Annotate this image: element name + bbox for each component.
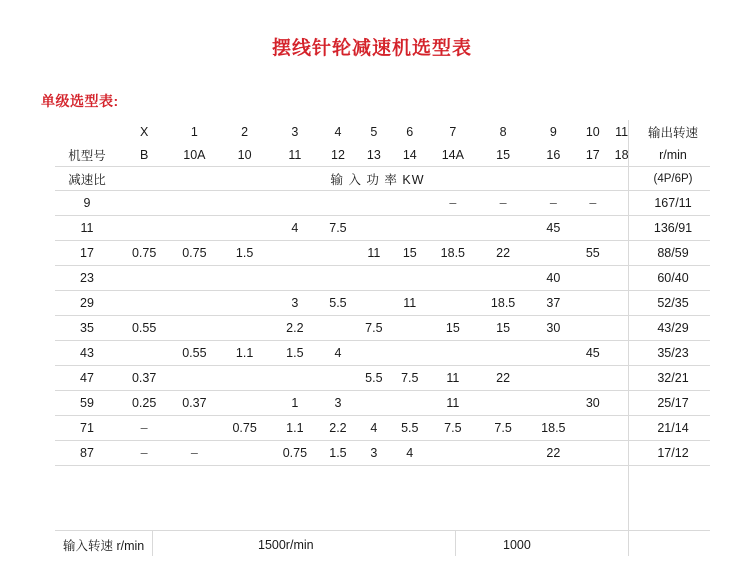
row-output: 25/17 xyxy=(657,396,689,410)
row-ratio: 87 xyxy=(80,446,94,460)
cell xyxy=(356,266,392,291)
cell xyxy=(392,391,428,416)
cell: 15 xyxy=(402,246,417,260)
cell xyxy=(607,366,636,391)
cell xyxy=(428,266,478,291)
cell xyxy=(169,291,219,316)
cell xyxy=(220,291,270,316)
row-ratio: 59 xyxy=(80,396,94,410)
table-row xyxy=(55,341,710,366)
cell: 30 xyxy=(585,396,600,410)
power-header: 输 入 功 率 KW xyxy=(119,167,636,191)
cell xyxy=(119,191,169,216)
header-cell-empty-1 xyxy=(55,120,119,143)
cell: 18.5 xyxy=(440,246,466,260)
row-ratio: 43 xyxy=(80,346,94,360)
model-x-col-7: 7 xyxy=(449,124,457,139)
output-header-line1: 输出转速 xyxy=(647,125,698,140)
model-b-col-9: 16 xyxy=(528,143,578,167)
cell xyxy=(356,391,392,416)
cell: 22 xyxy=(496,371,511,385)
cell xyxy=(320,316,356,341)
row-ratio: 9 xyxy=(83,196,91,210)
cell: 11 xyxy=(446,396,460,410)
cell: 5.5 xyxy=(365,371,383,385)
cell xyxy=(220,441,270,466)
cell xyxy=(220,266,270,291)
cell: – xyxy=(499,196,507,210)
cell: 1.1 xyxy=(235,346,254,360)
cell xyxy=(607,241,636,266)
table-row xyxy=(55,216,710,241)
cell: 30 xyxy=(546,321,561,335)
table-header-row-x xyxy=(55,120,710,143)
row-ratio: 17 xyxy=(80,246,94,260)
cell xyxy=(119,341,169,366)
cell xyxy=(607,191,636,216)
cell: – xyxy=(549,196,557,210)
table-header-row-b xyxy=(55,143,710,167)
cell xyxy=(320,366,356,391)
cell: 18.5 xyxy=(490,296,516,310)
cell: 4 xyxy=(291,221,299,235)
cell: 7.5 xyxy=(401,371,419,385)
cell xyxy=(578,316,607,341)
table-row xyxy=(55,241,710,266)
cell xyxy=(320,241,356,266)
row-output: 43/29 xyxy=(657,321,689,335)
table-row xyxy=(55,441,710,466)
cell xyxy=(428,441,478,466)
cell xyxy=(607,391,636,416)
cell: – xyxy=(140,421,148,435)
table-row xyxy=(55,316,710,341)
cell xyxy=(478,391,528,416)
model-x-col-6: 6 xyxy=(406,124,414,139)
cell: 7.5 xyxy=(494,421,512,435)
cell xyxy=(220,216,270,241)
model-b-col-11: 18 xyxy=(607,143,636,167)
grid-vline-output xyxy=(628,120,629,556)
row-output: 35/23 xyxy=(657,346,689,360)
cell xyxy=(220,191,270,216)
cell xyxy=(356,191,392,216)
cell: 5.5 xyxy=(401,421,419,435)
cell xyxy=(578,291,607,316)
cell xyxy=(169,266,219,291)
row-ratio: 71 xyxy=(80,421,94,435)
cell xyxy=(528,341,578,366)
model-x-col-4: 4 xyxy=(334,124,342,139)
row-output: 88/59 xyxy=(657,246,689,260)
cell: 45 xyxy=(585,346,600,360)
model-b-col-6: 14 xyxy=(392,143,428,167)
cell xyxy=(220,316,270,341)
cell: 45 xyxy=(546,221,561,235)
cell xyxy=(356,216,392,241)
cell xyxy=(119,291,169,316)
model-b-col-3: 11 xyxy=(270,143,320,167)
table-row xyxy=(55,391,710,416)
cell xyxy=(270,191,320,216)
cell xyxy=(528,366,578,391)
cell xyxy=(392,266,428,291)
cell xyxy=(169,316,219,341)
row-output: 17/12 xyxy=(657,446,689,460)
model-b-col-4: 12 xyxy=(320,143,356,167)
cell: 1.5 xyxy=(235,246,254,260)
model-b-col-1: 10A xyxy=(169,143,219,167)
cell: 1.1 xyxy=(286,421,304,435)
cell: 3 xyxy=(334,396,342,410)
cell xyxy=(356,341,392,366)
input-speed-label: 输入转速 r/min xyxy=(63,539,145,553)
cell xyxy=(428,341,478,366)
ratio-header: 减速比 xyxy=(55,167,119,191)
page-title: 摆线针轮减速机选型表 xyxy=(271,38,472,59)
selection-table xyxy=(55,120,710,466)
cell xyxy=(270,366,320,391)
cell xyxy=(119,266,169,291)
model-x-col-0: X xyxy=(139,124,149,139)
cell xyxy=(478,341,528,366)
model-x-col-3: 3 xyxy=(291,124,299,139)
cell: 40 xyxy=(546,271,561,285)
cell: 0.55 xyxy=(182,346,207,360)
cell xyxy=(607,266,636,291)
row-label-header: 机型号 xyxy=(55,143,119,167)
cell: 0.75 xyxy=(282,446,308,460)
cell xyxy=(220,391,270,416)
row-output: 32/21 xyxy=(657,371,689,385)
row-output: 136/91 xyxy=(653,221,693,235)
cell: 55 xyxy=(585,246,600,260)
cell: 4 xyxy=(406,446,414,460)
model-x-col-10: 10 xyxy=(585,124,600,139)
cell: 0.75 xyxy=(182,246,207,260)
cell: 4 xyxy=(370,421,378,435)
cell xyxy=(478,216,528,241)
cell xyxy=(392,341,428,366)
section-subtitle: 单级选型表: xyxy=(41,93,119,109)
cell: 4 xyxy=(334,346,342,360)
row-ratio: 47 xyxy=(80,371,94,385)
cell: 0.25 xyxy=(131,396,157,410)
row-ratio: 23 xyxy=(80,271,94,285)
model-b-col-8: 15 xyxy=(478,143,528,167)
cell xyxy=(356,291,392,316)
cell: 37 xyxy=(546,296,561,310)
cell xyxy=(578,266,607,291)
row-output: 52/35 xyxy=(657,296,689,310)
model-x-col-11: 11 xyxy=(615,124,629,139)
grid-vline xyxy=(152,530,153,556)
cell xyxy=(220,366,270,391)
row-ratio: 11 xyxy=(80,221,94,235)
model-x-col-9: 9 xyxy=(549,124,557,139)
cell: – xyxy=(589,196,597,210)
table-row xyxy=(55,366,710,391)
cell xyxy=(320,266,356,291)
model-x-col-1: 1 xyxy=(190,124,198,139)
cell: 0.75 xyxy=(131,246,157,260)
model-x-col-8: 8 xyxy=(499,124,507,139)
model-b-col-7: 14A xyxy=(428,143,478,167)
model-b-col-10: 17 xyxy=(578,143,607,167)
row-ratio: 35 xyxy=(80,321,94,335)
table-row xyxy=(55,291,710,316)
output-header-line3: (4P/6P) xyxy=(636,167,710,191)
cell xyxy=(270,241,320,266)
cell xyxy=(607,216,636,241)
cell xyxy=(270,266,320,291)
cell xyxy=(119,216,169,241)
cell: 1.5 xyxy=(286,346,304,360)
cell: 2.2 xyxy=(329,421,347,435)
table-row xyxy=(55,416,710,441)
cell xyxy=(428,291,478,316)
cell xyxy=(169,216,219,241)
cell xyxy=(392,316,428,341)
cell: 0.37 xyxy=(182,396,207,410)
row-output: 60/40 xyxy=(657,271,689,285)
cell: 1.5 xyxy=(329,446,347,460)
cell xyxy=(478,441,528,466)
cell xyxy=(578,441,607,466)
cell xyxy=(578,416,607,441)
cell xyxy=(392,191,428,216)
cell: 3 xyxy=(291,296,299,310)
cell: 0.55 xyxy=(131,321,157,335)
cell xyxy=(607,441,636,466)
cell: 3 xyxy=(370,446,378,460)
cell: 22 xyxy=(546,446,561,460)
table-row xyxy=(55,266,710,291)
cell: 15 xyxy=(445,321,460,335)
cell xyxy=(428,216,478,241)
cell xyxy=(320,191,356,216)
output-header-line2: r/min xyxy=(636,143,710,167)
cell xyxy=(528,391,578,416)
cell: – xyxy=(449,196,457,210)
cell: – xyxy=(140,446,148,460)
cell xyxy=(169,191,219,216)
cell: 11 xyxy=(367,246,381,260)
cell xyxy=(169,366,219,391)
model-x-col-2: 2 xyxy=(241,124,249,139)
cell xyxy=(578,216,607,241)
grid-vline xyxy=(455,530,456,556)
model-b-col-2: 10 xyxy=(220,143,270,167)
cell xyxy=(528,241,578,266)
cell: – xyxy=(190,446,198,460)
cell: 0.75 xyxy=(232,421,257,435)
model-b-col-0: B xyxy=(119,143,169,167)
row-output: 21/14 xyxy=(657,421,689,435)
cell: 18.5 xyxy=(541,421,566,435)
cell: 2.2 xyxy=(286,321,304,335)
cell: 7.5 xyxy=(365,321,383,335)
cell: 15 xyxy=(496,321,511,335)
cell xyxy=(607,341,636,366)
cell: 1 xyxy=(291,396,299,410)
model-x-col-5: 5 xyxy=(370,124,378,139)
table-row xyxy=(55,191,710,216)
cell xyxy=(607,291,636,316)
table-bottom-divider xyxy=(55,530,710,531)
input-speed-value-1000: 1000 xyxy=(503,538,531,552)
cell xyxy=(607,316,636,341)
cell xyxy=(478,266,528,291)
cell: 11 xyxy=(403,296,417,310)
cell xyxy=(392,216,428,241)
cell: 7.5 xyxy=(329,221,347,235)
cell: 22 xyxy=(496,246,511,260)
cell: 0.37 xyxy=(131,371,157,385)
row-ratio: 29 xyxy=(80,296,94,310)
cell: 11 xyxy=(446,371,460,385)
cell: 5.5 xyxy=(329,296,347,310)
cell: 7.5 xyxy=(444,421,462,435)
input-speed-row xyxy=(55,536,710,554)
cell xyxy=(169,416,219,441)
input-speed-value-1500: 1500r/min xyxy=(258,538,314,552)
cell xyxy=(578,366,607,391)
row-output: 167/11 xyxy=(654,196,692,210)
cell xyxy=(607,416,636,441)
table-header-row-power xyxy=(55,167,710,191)
model-b-col-5: 13 xyxy=(356,143,392,167)
